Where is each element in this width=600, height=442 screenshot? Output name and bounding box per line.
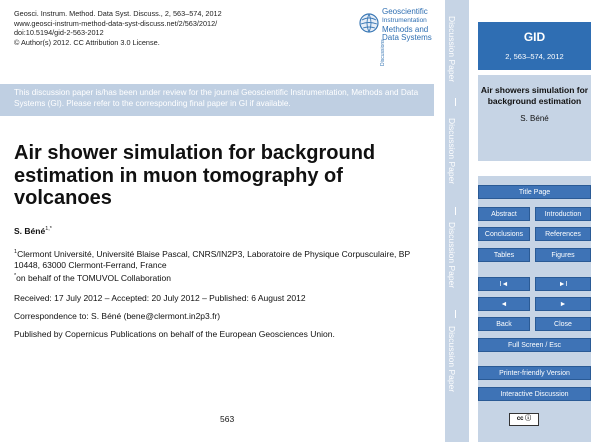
abstract-button[interactable]: Abstract — [478, 207, 530, 221]
conclusions-button[interactable]: Conclusions — [478, 227, 530, 241]
affiliation-sup: 1 — [14, 249, 18, 255]
globe-icon — [358, 12, 380, 34]
doi-line: doi:10.5194/gid-2-563-2012 — [14, 28, 104, 38]
author-sup: 1,* — [45, 226, 52, 233]
review-notice: This discussion paper is/has been under review for the journal Geoscientific Instrumentation, Methods and Data Systems (GI). Please refer to the corresponding final paper in GI if available. — [0, 84, 434, 116]
journal-header — [478, 22, 591, 70]
logo-line: Data Systems — [382, 33, 432, 43]
citation-line: Geosci. Instrum. Method. Data Syst. Discuss., 2, 563–574, 2012 — [14, 9, 222, 18]
strip-label-text: Discussion Paper — [447, 222, 457, 289]
close-button[interactable]: Close — [535, 317, 591, 331]
logo-line: Instrumentation — [382, 16, 427, 24]
title-page-button[interactable]: Title Page — [478, 185, 591, 199]
affiliation — [14, 247, 414, 271]
strip-label-text: Discussion Paper — [447, 326, 457, 393]
collaboration-note — [14, 271, 414, 284]
journal-name: GID — [523, 30, 546, 44]
interactive-discussion-button[interactable]: Interactive Discussion — [478, 387, 591, 401]
page-number: 563 — [220, 414, 235, 424]
strip-separator — [455, 98, 456, 106]
strip-separator — [455, 207, 456, 215]
note-text: on behalf of the TOMUVOL Collaboration — [16, 272, 171, 283]
correspondence-line: Correspondence to: S. Béné (bene@clermont.in2p3.fr) — [14, 311, 221, 321]
author-name: S. Béné — [14, 226, 46, 236]
tables-button[interactable]: Tables — [478, 248, 530, 262]
short-title: Air showers simulation for background estimation — [480, 85, 589, 106]
note-sup: * — [14, 272, 17, 279]
introduction-button[interactable]: Introduction — [535, 207, 591, 221]
paper-title: Air shower simulation for background estimation in muon tomography of volcanoes — [14, 142, 376, 209]
discussion-paper-strip — [445, 0, 469, 442]
logo-side-text: Discussions — [380, 39, 386, 66]
printer-friendly-button[interactable]: Printer-friendly Version — [478, 366, 591, 380]
sidebar-author: S. Béné — [520, 114, 549, 123]
back-button[interactable]: Back — [478, 317, 530, 331]
affiliation-block — [14, 247, 414, 284]
author-line — [14, 226, 52, 236]
full-screen-button[interactable]: Full Screen / Esc — [478, 338, 591, 352]
citation-block — [14, 9, 222, 47]
journal-volume: 2, 563–574, 2012 — [505, 52, 564, 61]
url-line[interactable]: www.geosci-instrum-method-data-syst-discuss.net/2/563/2012/ — [14, 18, 218, 28]
dates-line: Received: 17 July 2012 – Accepted: 20 July 2012 – Published: 6 August 2012 — [14, 293, 306, 303]
journal-logo — [356, 6, 442, 66]
cc-license-icon[interactable]: cc ⓘ — [509, 413, 539, 426]
license-line: © Author(s) 2012. CC Attribution 3.0 License. — [14, 37, 160, 47]
strip-separator — [455, 310, 456, 318]
logo-text — [382, 8, 432, 43]
strip-label-text: Discussion Paper — [447, 118, 457, 185]
logo-line: Methods and — [382, 24, 429, 34]
figures-button[interactable]: Figures — [535, 248, 591, 262]
strip-label-text: Discussion Paper — [447, 16, 457, 83]
publisher-line: Published by Copernicus Publications on behalf of the European Geosciences Union. — [14, 329, 335, 339]
last-page-button[interactable]: ►I — [535, 277, 591, 291]
affiliation-text: Clermont Université, Université Blaise Pascal, CNRS/IN2P3, Laboratoire de Physique Corpusculaire, BP 10448, 63000 Clermont-Ferrand, France — [14, 248, 410, 270]
logo-line: Geoscientific — [382, 7, 428, 16]
first-page-button[interactable]: I◄ — [478, 277, 530, 291]
references-button[interactable]: References — [535, 227, 591, 241]
short-title-box — [478, 75, 591, 161]
next-page-button[interactable]: ► — [535, 297, 591, 311]
prev-page-button[interactable]: ◄ — [478, 297, 530, 311]
